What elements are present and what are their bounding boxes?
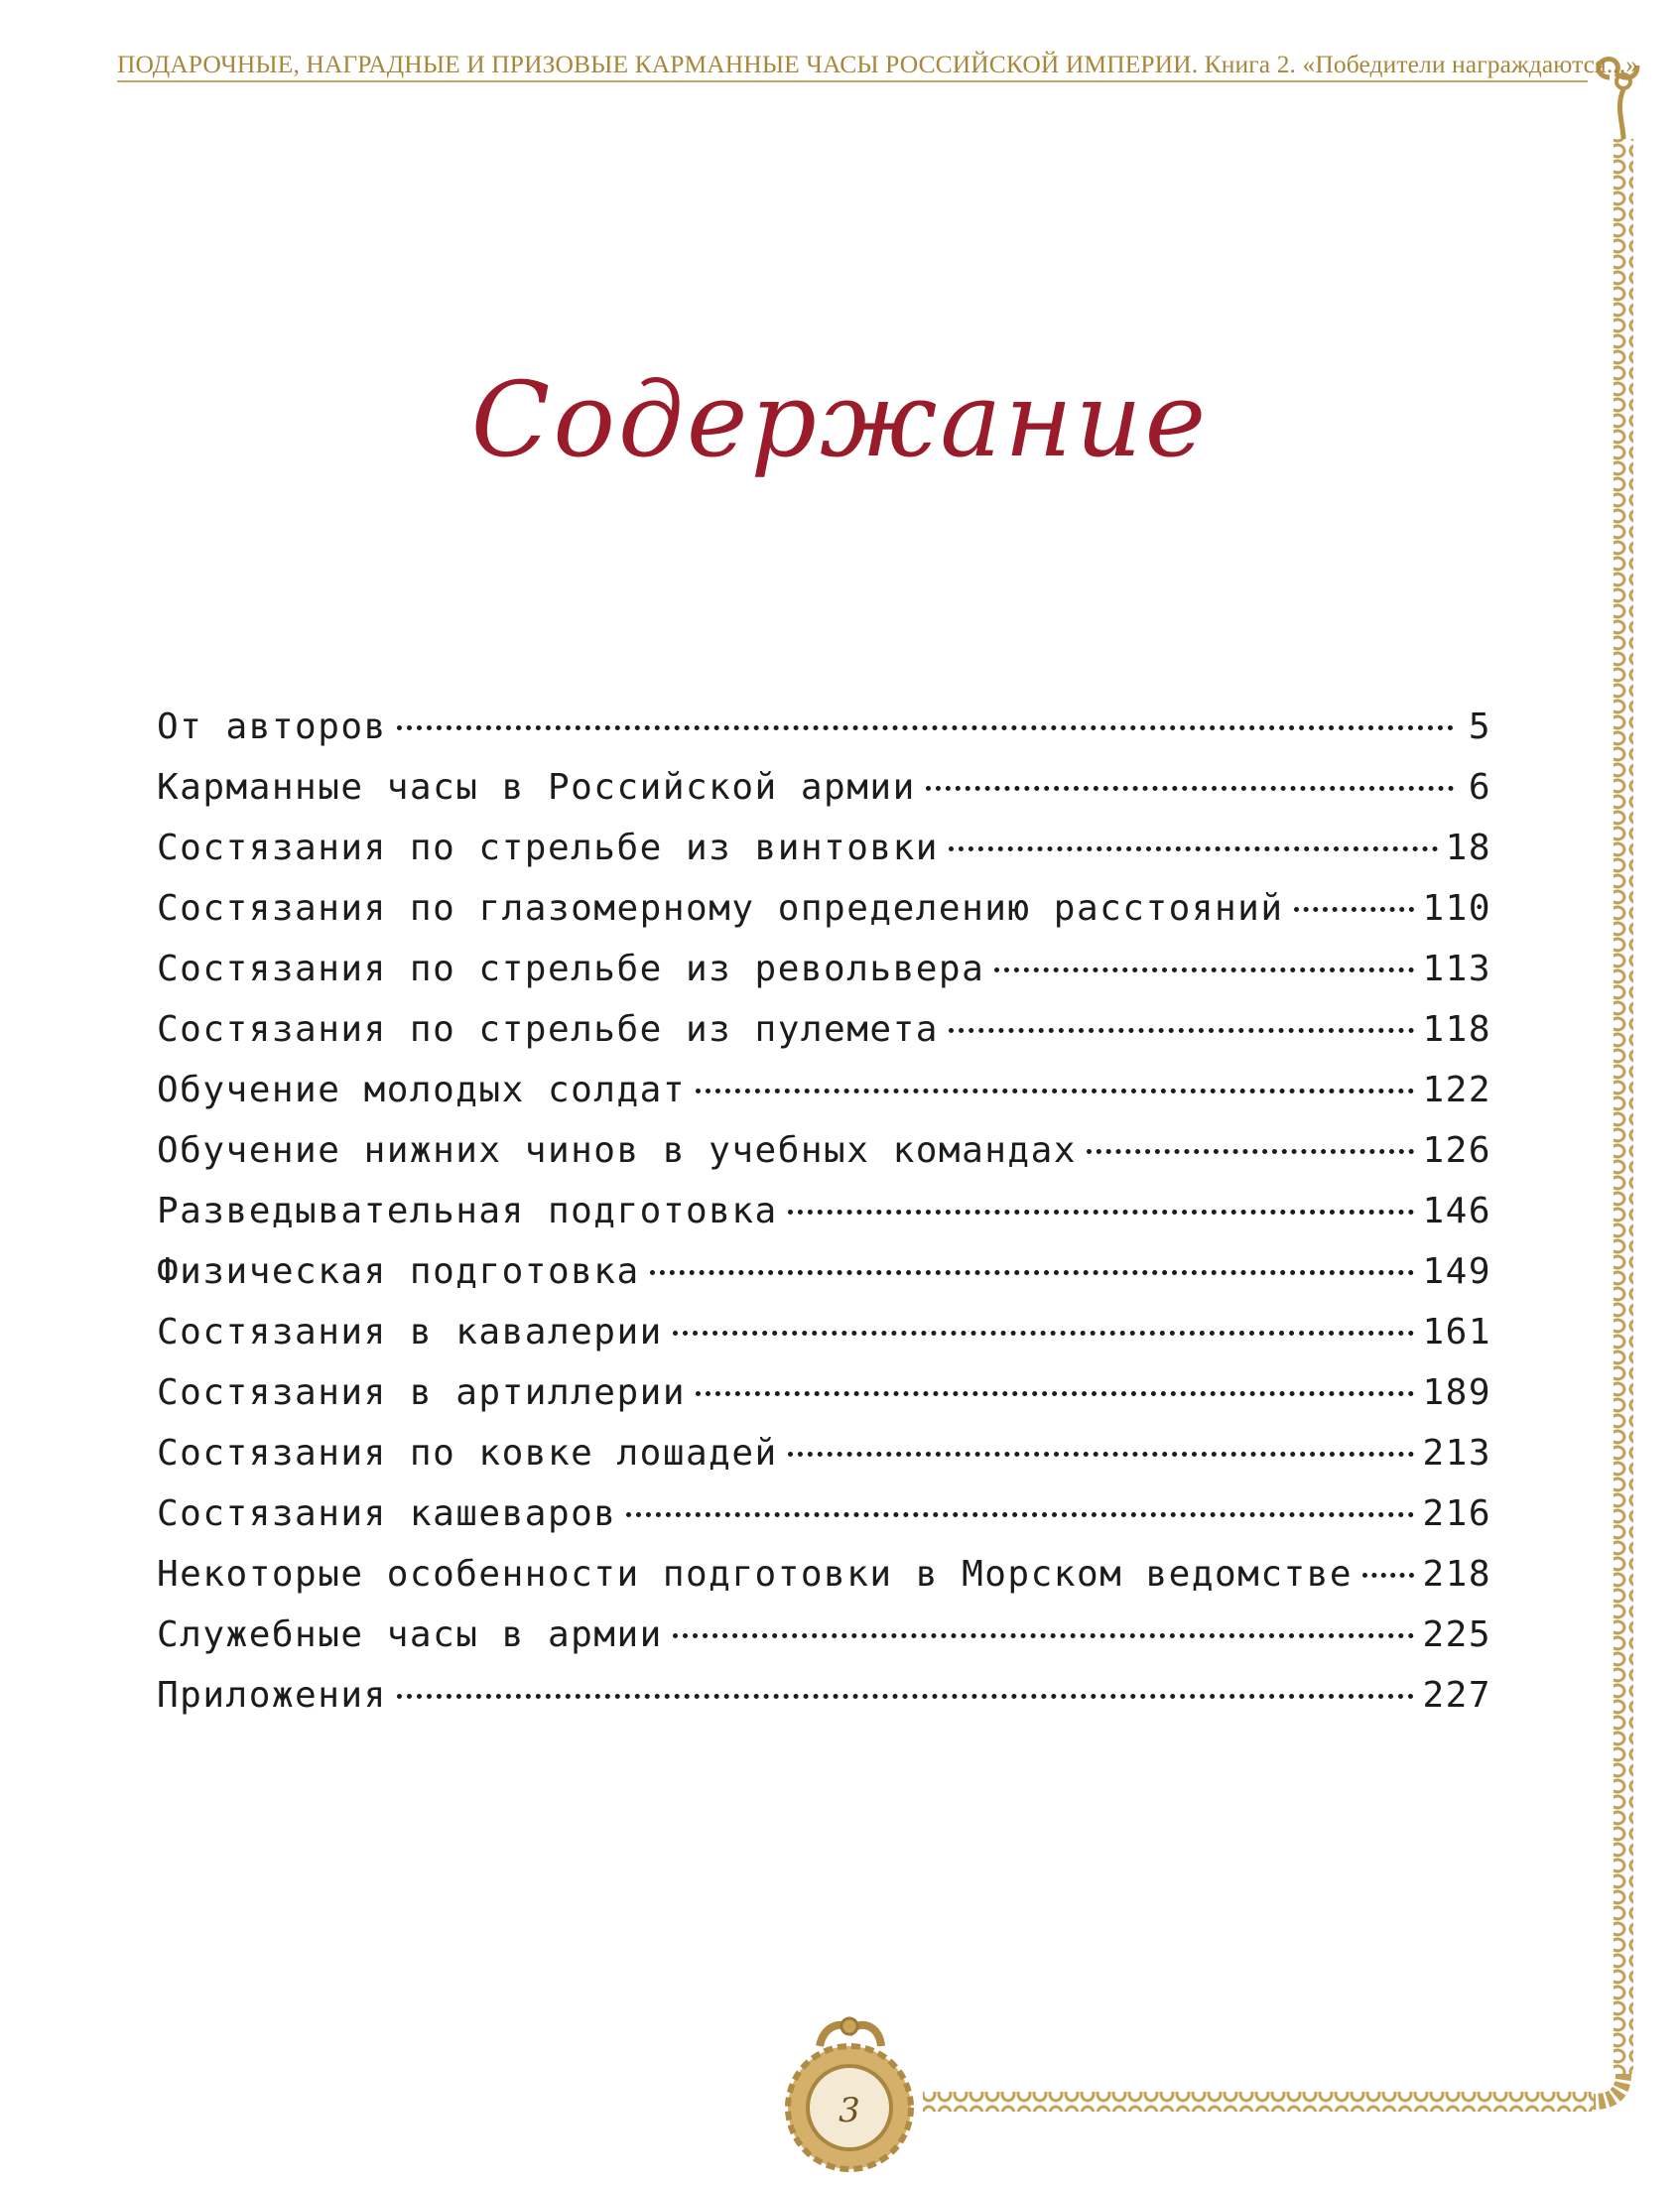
- toc-page-number: 161: [1422, 1312, 1491, 1352]
- running-header: ПОДАРОЧНЫЕ, НАГРАДНЫЕ И ПРИЗОВЫЕ КАРМАННЫЕ ЧАСЫ РОССИЙСКОЙ ИМПЕРИИ. Книга 2. «Победители награждаются...»: [117, 50, 1639, 78]
- page-title: Содержание: [470, 359, 1210, 480]
- toc-entry-title: Служебные часы в армии: [157, 1614, 663, 1655]
- toc-page-number: 110: [1422, 888, 1491, 929]
- toc-entry[interactable]: [157, 1312, 1491, 1372]
- toc-entry[interactable]: [157, 1433, 1491, 1493]
- chain-curve: [1594, 2074, 1623, 2102]
- toc-dot-leader: [788, 1210, 1415, 1215]
- toc-entry[interactable]: [157, 1372, 1491, 1433]
- toc-page-number: 149: [1422, 1251, 1491, 1292]
- toc-entry-title: Состязания по глазомерному определению расстояний: [157, 888, 1284, 929]
- toc-entry-title: Состязания по стрельбе из револьвера: [157, 949, 985, 989]
- toc-page-number: 146: [1422, 1191, 1491, 1231]
- toc-entry-title: Разведывательная подготовка: [157, 1191, 778, 1231]
- toc-page-number: 216: [1422, 1493, 1491, 1534]
- page-number: 3: [839, 2091, 860, 2130]
- toc-entry[interactable]: [157, 767, 1491, 828]
- toc-page-number: 118: [1422, 1009, 1491, 1050]
- toc-page-number: 218: [1422, 1554, 1491, 1595]
- toc-entry[interactable]: [157, 828, 1491, 888]
- toc-entry[interactable]: [157, 888, 1491, 949]
- toc-dot-leader: [1294, 907, 1415, 912]
- toc-dot-leader: [650, 1270, 1415, 1275]
- toc-entry-title: Состязания по стрельбе из пулемета: [157, 1009, 939, 1050]
- toc-entry[interactable]: [157, 1130, 1491, 1191]
- toc-entry-title: Некоторые особенности подготовки в Морском ведомстве: [157, 1554, 1354, 1595]
- toc-entry[interactable]: [157, 1493, 1491, 1554]
- toc-dot-leader: [926, 786, 1454, 791]
- toc-page-number: 5: [1468, 707, 1491, 747]
- toc-entry[interactable]: [157, 1009, 1491, 1070]
- toc-entry[interactable]: [157, 1191, 1491, 1251]
- toc-page-number: 227: [1422, 1675, 1491, 1716]
- toc-dot-leader: [696, 1089, 1414, 1094]
- toc-entry-title: Приложения: [157, 1675, 387, 1716]
- toc-dot-leader: [949, 1028, 1415, 1033]
- toc-entry[interactable]: [157, 1614, 1491, 1675]
- toc-entry-title: Обучение молодых солдат: [157, 1070, 686, 1110]
- toc-page-number: 225: [1422, 1614, 1491, 1655]
- toc-entry-title: Карманные часы в Российской армии: [157, 767, 916, 808]
- toc-dot-leader: [994, 967, 1414, 972]
- toc-dot-leader: [397, 1694, 1415, 1699]
- toc-dot-leader: [788, 1452, 1415, 1457]
- toc-dot-leader: [397, 725, 1454, 730]
- toc-page-number: 18: [1445, 828, 1491, 868]
- toc-entry-title: Обучение нижних чинов в учебных командах: [157, 1130, 1077, 1171]
- toc-page-number: 6: [1468, 767, 1491, 808]
- toc-entry[interactable]: [157, 1554, 1491, 1614]
- toc-entry-title: Состязания по ковке лошадей: [157, 1433, 778, 1474]
- toc-dot-leader: [1087, 1149, 1415, 1154]
- toc-page-number: 213: [1422, 1433, 1491, 1474]
- toc-entry-title: Состязания кашеваров: [157, 1493, 617, 1534]
- toc-dot-leader: [626, 1512, 1414, 1517]
- toc-page-number: 122: [1422, 1070, 1491, 1110]
- toc-entry[interactable]: [157, 1070, 1491, 1130]
- toc-entry-title: Физическая подготовка: [157, 1251, 640, 1292]
- toc-page-number: 113: [1422, 949, 1491, 989]
- toc-entry-title: От авторов: [157, 707, 387, 747]
- toc-dot-leader: [1362, 1573, 1414, 1578]
- table-of-contents: [157, 707, 1491, 1736]
- toc-dot-leader: [949, 846, 1438, 851]
- toc-dot-leader: [673, 1633, 1415, 1638]
- chain-horizontal: [923, 2092, 1594, 2112]
- toc-page-number: 189: [1422, 1372, 1491, 1413]
- toc-entry-title: Состязания в кавалерии: [157, 1312, 663, 1352]
- toc-dot-leader: [696, 1391, 1414, 1396]
- toc-page-number: 126: [1422, 1130, 1491, 1171]
- toc-dot-leader: [673, 1331, 1415, 1336]
- toc-entry[interactable]: [157, 949, 1491, 1009]
- toc-entry-title: Состязания в артиллерии: [157, 1372, 686, 1413]
- toc-entry-title: Состязания по стрельбе из винтовки: [157, 828, 939, 868]
- toc-entry[interactable]: [157, 707, 1491, 767]
- toc-entry[interactable]: [157, 1675, 1491, 1736]
- toc-entry[interactable]: [157, 1251, 1491, 1312]
